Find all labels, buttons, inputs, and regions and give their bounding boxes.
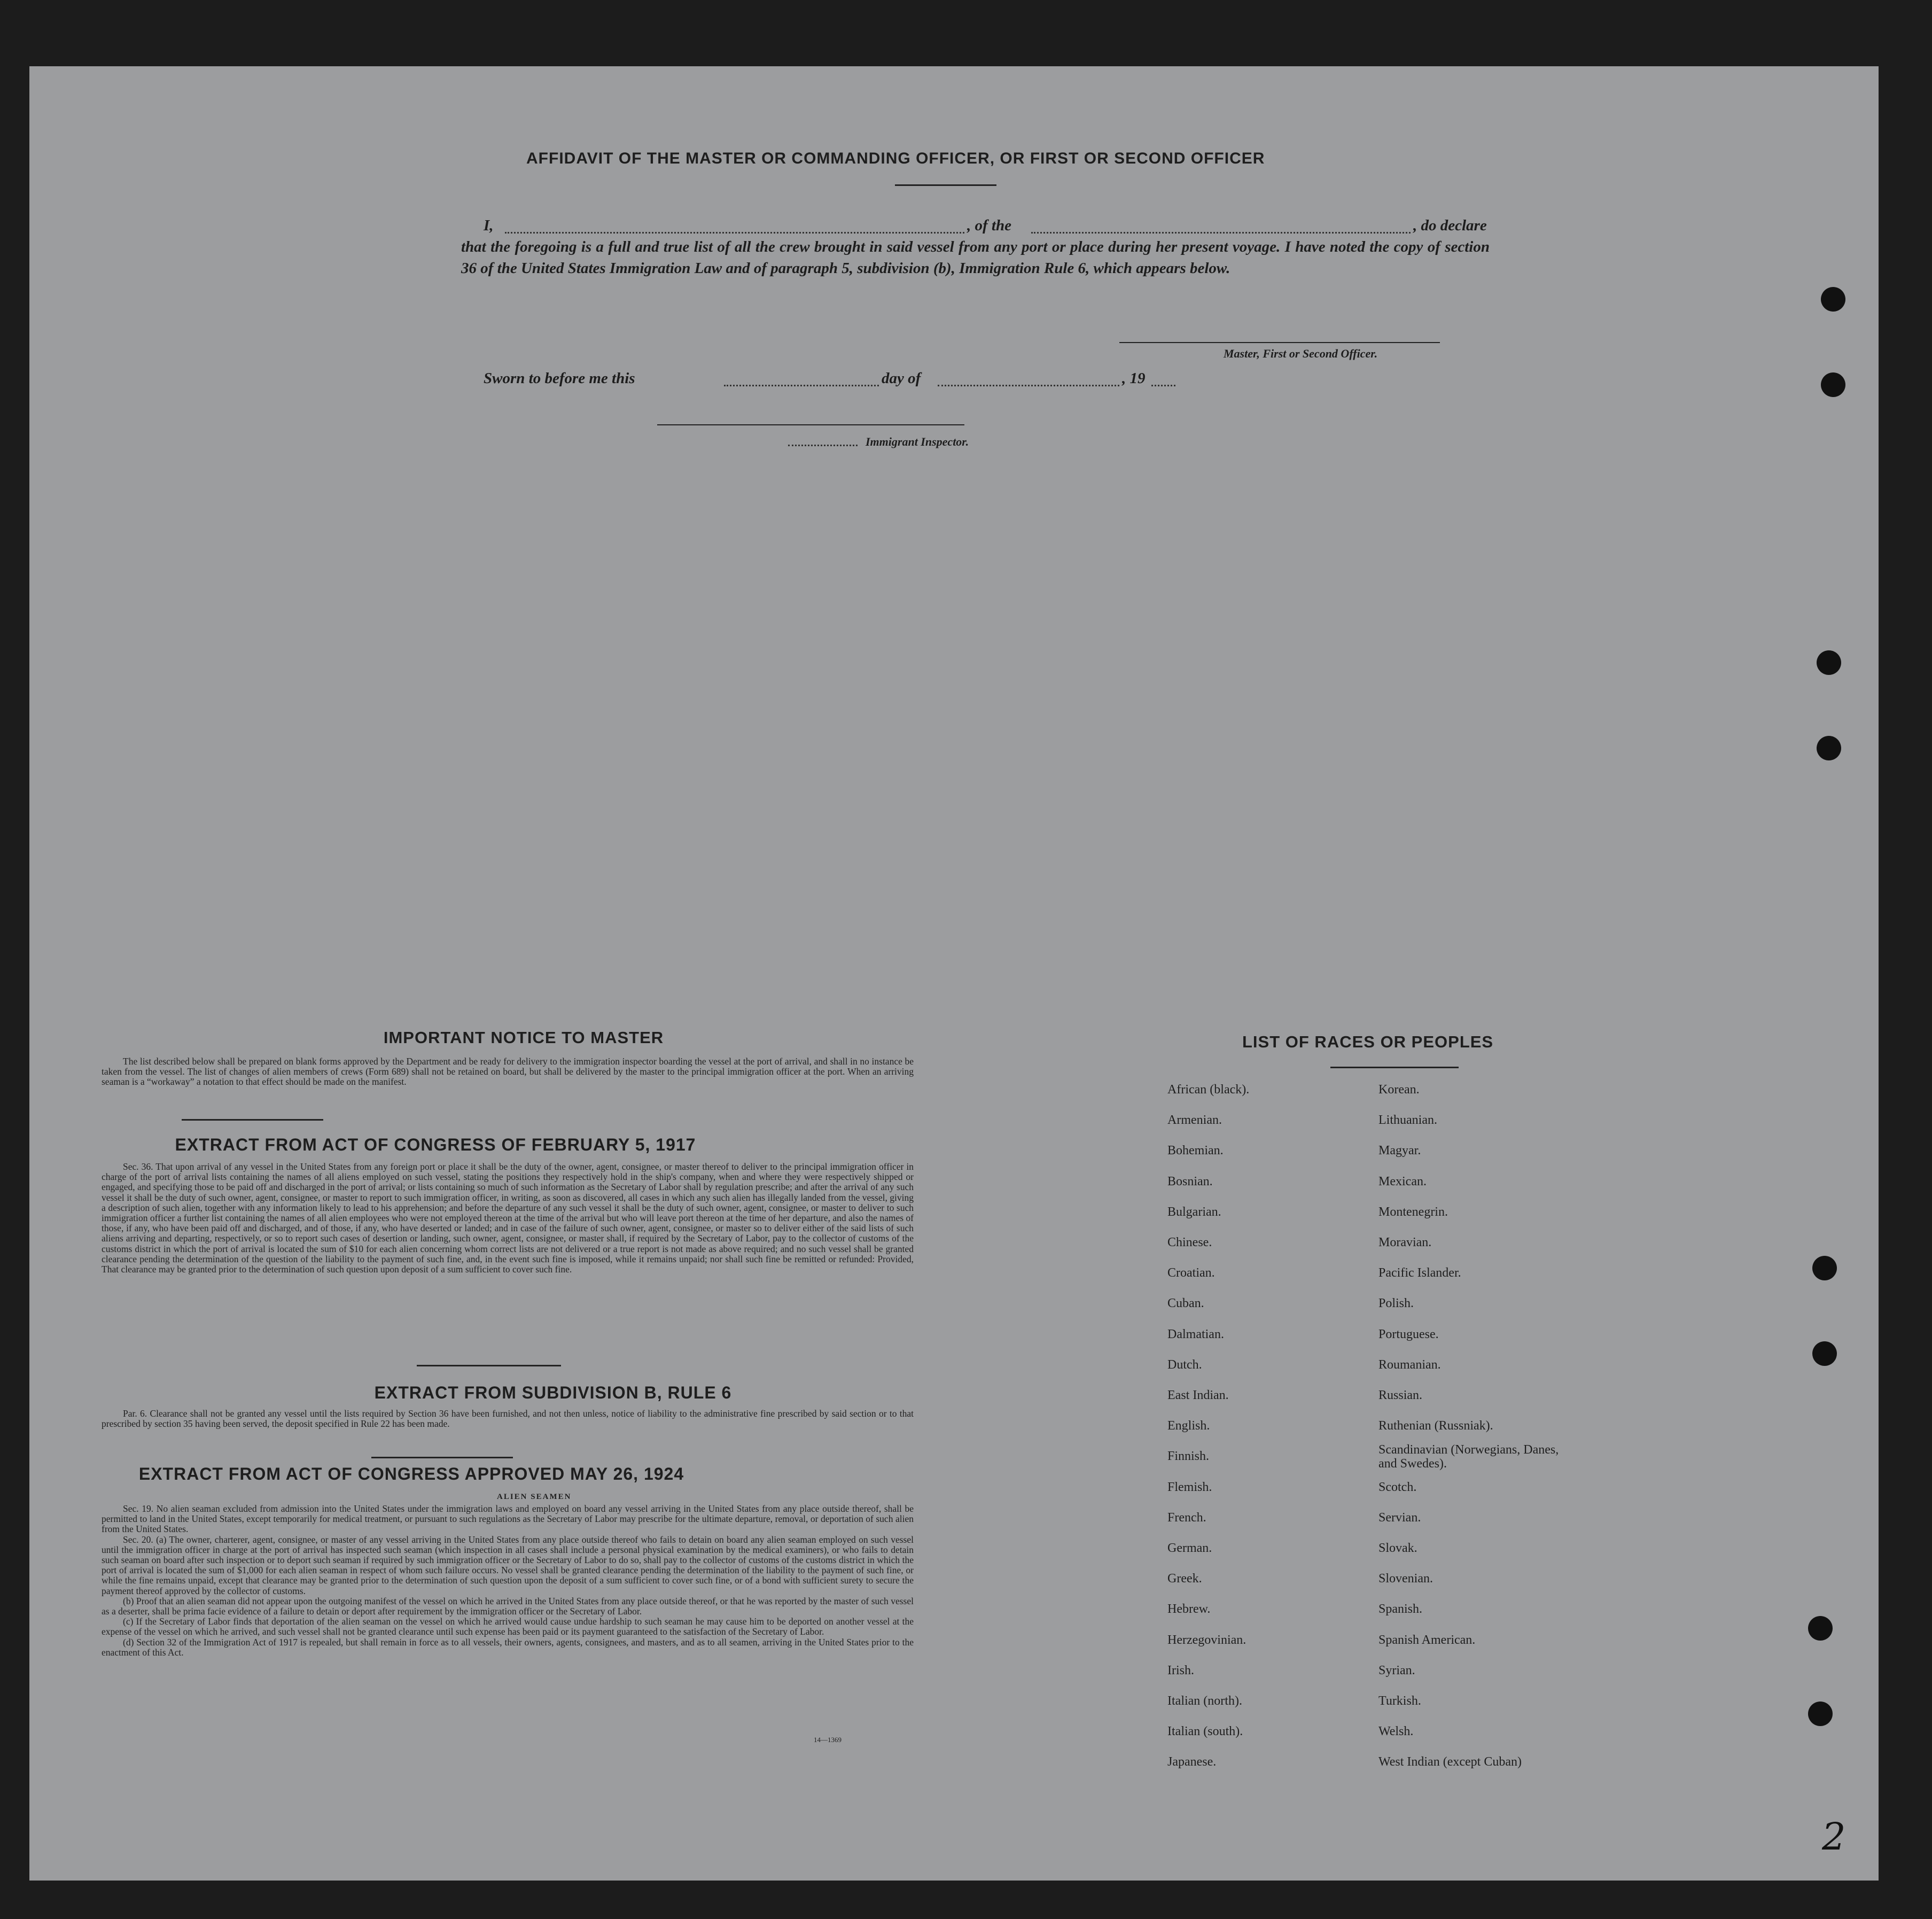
race-item: Cuban.	[1167, 1296, 1204, 1310]
race-item: Japanese.	[1167, 1755, 1217, 1769]
form-number: 14—1369	[814, 1736, 842, 1744]
i-label: I,	[484, 217, 494, 234]
race-item: Bohemian.	[1167, 1144, 1224, 1157]
punch-hole	[1808, 1702, 1833, 1726]
race-item: Chinese.	[1167, 1236, 1212, 1249]
notice-title: IMPORTANT NOTICE TO MASTER	[383, 1028, 664, 1047]
inspector-signature-line	[657, 424, 964, 425]
race-item: Dalmatian.	[1167, 1327, 1224, 1341]
race-item: Italian (south).	[1167, 1724, 1243, 1738]
race-item: German.	[1167, 1541, 1212, 1555]
notice-paragraph: The list described below shall be prepared on blank forms approved by the Department and be ready for delivery to the immigration inspector boarding the vessel at the port of arrival, and shall in no instance be taken from the vessel. The list of changes of alien members of crews (Form 689) shall not be retained on board, but shall be delivered by the master to the principal immigration officer at the port. When an arriving seaman is a “workaway” a notation to that effect should be made on the manifest.	[102, 1056, 914, 1087]
extract-rule6-title: EXTRACT FROM SUBDIVISION B, RULE 6	[374, 1383, 732, 1402]
sec-36-paragraph: Sec. 36. That upon arrival of any vessel in the United States from any foreign port or place it shall be the duty of the owner, agent, consignee, or master thereof to deliver to the principal immigration officer in charge of the port of arrival lists containing the names of all aliens employed on such vessel, stating the positions they respectively hold in the ship's company, when and where they were respectively shipped or engaged, and specifying those to be paid off and discharged in the port of arrival; or lists containing so much of such information as the Secretary of Labor shall by regulation prescribe; and after the arrival of any such vessel it shall be the duty of such owner, agent, consignee, or master to report to such immigration officer, in writing, as soon as discovered, all cases in which any such alien has illegally landed from the vessel, giving a description of such alien, together with any information likely to lead to his apprehension; and before the departure of any such vessel it shall be the duty of such owner, agent, consignee, or master to deliver to such immigration officer a further list containing the names of all alien employees who were not employed thereon at the time of the arrival but who will leave port thereon at the time of her departure, and also the names of those, if any, who have been paid off and discharged, and of those, if any, who have deserted or landed; and in case of the failure of such owner, agent, consignee, or master so to deliver either of the said lists of such aliens arriving and departing, respectively, or so to report such cases of desertion or landing, such owner, agent, consignee, or master shall, if required by the Secretary of Labor, pay to the collector of customs of the customs district in which the port of arrival is located the sum of $10 for each alien concerning whom correct lists are not delivered or a true report is not made as above required; and no such vessel shall be granted clearance pending the determination of the question of the liability to the payment of such fine, and, in the event such fine is imposed, while it remains unpaid; nor shall such fine be remitted or refunded: Provided, That clearance may be granted prior to the determination of such question upon deposit of a sum sufficient to cover such fine.	[102, 1161, 914, 1275]
races-column-1	[1167, 1083, 1370, 1852]
sworn-day-blank[interactable]	[724, 385, 879, 386]
race-item: Magyar.	[1378, 1144, 1421, 1157]
race-item: Bulgarian.	[1167, 1205, 1221, 1219]
punch-hole	[1812, 1341, 1837, 1366]
race-item: Turkish.	[1378, 1694, 1421, 1708]
race-item: West Indian (except Cuban)	[1378, 1755, 1522, 1769]
race-item: Bosnian.	[1167, 1175, 1213, 1188]
sworn-label: Sworn to before me this	[484, 370, 635, 387]
master-signature-label: Master, First or Second Officer.	[1224, 347, 1378, 360]
sworn-year-blank[interactable]	[1151, 385, 1175, 386]
race-item: French.	[1167, 1511, 1206, 1525]
punch-hole	[1812, 1256, 1837, 1280]
sec-20a-paragraph: Sec. 20. (a) The owner, charterer, agent, consignee, or master of any vessel arriving in the United States from any place outside thereof who fails to detain on board any alien seaman employed on such vessel until the immigration officer in charge at the port of arrival has inspected such seaman (which inspection in all cases shall include a personal physical examination by the medical examiners), or who fails to detain such seaman on board after such inspection or to deport such seaman if required by such immigration officer or the Secretary of Labor to do so, shall pay to the collector of customs of the customs district in which the port of arrival is located the sum of $1,000 for each alien seaman in respect of whom such failure occurs. No vessel shall be granted clearance pending the determination of the liability to the payment of such fine, or while the fine remains unpaid, except that clearance may be granted prior to the determination of such question upon the deposit of a sum sufficient to cover such fine, or of a bond with sufficient surety to secure the payment thereof approved by the collector of customs.	[102, 1534, 914, 1596]
race-item: Italian (north).	[1167, 1694, 1242, 1708]
race-item: Lithuanian.	[1378, 1113, 1437, 1127]
year-label: , 19	[1122, 370, 1146, 387]
affidavit-declaration-line	[451, 215, 1488, 236]
race-item: Portuguese.	[1378, 1327, 1439, 1341]
race-item: Ruthenian (Russniak).	[1378, 1419, 1493, 1433]
inspector-label: Immigrant Inspector.	[866, 435, 969, 448]
races-column-2	[1378, 1083, 1603, 1852]
races-title-underline	[1330, 1067, 1459, 1068]
race-item: Croatian.	[1167, 1266, 1215, 1280]
race-item: Korean.	[1378, 1083, 1420, 1097]
punch-hole	[1817, 736, 1841, 760]
affidavit-body: that the foregoing is a full and true list of all the crew brought in said vessel from any port or place during her present voyage. I have noted the copy of section 36 of the United States Immigration Law and of paragraph 5, subdivision (b), Immigration Rule 6, which appears below.	[461, 238, 1490, 277]
section-divider	[417, 1365, 561, 1366]
form-sheet	[29, 66, 1879, 1881]
extract-1917-text	[102, 1162, 914, 1275]
race-item: Flemish.	[1167, 1480, 1212, 1494]
races-title: LIST OF RACES OR PEOPLES	[1242, 1032, 1494, 1051]
race-item: Irish.	[1167, 1664, 1194, 1677]
notice-text	[102, 1056, 914, 1087]
sec-20b-paragraph: (b) Proof that an alien seaman did not appear upon the outgoing manifest of the vessel on which he arrived in the United States from any place outside thereof, or that he was reported by the master of such vessel as a deserter, shall be prima facie evidence of a failure to detain or deport after requirement by the immigration officer or the Secretary of Labor.	[102, 1595, 914, 1617]
extract-1917-title: EXTRACT FROM ACT OF CONGRESS OF FEBRUARY 5, 1917	[175, 1135, 696, 1154]
day-of-label: day of	[882, 370, 921, 387]
title-underline	[895, 184, 996, 186]
race-item: African (black).	[1167, 1083, 1250, 1097]
race-item: Dutch.	[1167, 1358, 1202, 1372]
race-item: Spanish American.	[1378, 1633, 1476, 1647]
race-item: Finnish.	[1167, 1449, 1210, 1463]
extract-1924-text	[102, 1504, 914, 1658]
race-item: Moravian.	[1378, 1236, 1432, 1249]
race-item: Mexican.	[1378, 1175, 1427, 1188]
race-item: East Indian.	[1167, 1388, 1229, 1402]
race-item: Greek.	[1167, 1572, 1202, 1586]
page-number: 2	[1822, 1815, 1846, 1859]
name-blank[interactable]	[505, 232, 964, 234]
race-item: Herzegovinian.	[1167, 1633, 1247, 1647]
race-item: Roumanian.	[1378, 1358, 1441, 1372]
section-divider	[371, 1457, 513, 1458]
affidavit-title: AFFIDAVIT OF THE MASTER OR COMMANDING OFFICER, OR FIRST OR SECOND OFFICER	[526, 150, 1265, 167]
of-the-label: , of the	[967, 217, 1011, 234]
sworn-line	[484, 368, 1232, 389]
race-item: Slovak.	[1378, 1541, 1417, 1555]
race-item: Servian.	[1378, 1511, 1421, 1525]
sec-19-paragraph: Sec. 19. No alien seaman excluded from admission into the United States under the immigration laws and employed on board any vessel arriving in the United States from any place outside thereof, shall be permitted to land in the United States, except temporarily for medical treatment, or pursuant to such regulations as the Secretary of Labor may prescribe for the ultimate departure, removal, or deportation of such alien from the United States.	[102, 1503, 914, 1535]
sec-20c-paragraph: (c) If the Secretary of Labor finds that deportation of the alien seaman on the vessel on which he arrived would cause undue hardship to such seaman he may cause him to be deported on another vessel at the expense of the vessel on which he arrived, and such vessel shall not be granted clearance until such expense has been paid or its payment guaranteed to the satisfaction of the Secretary of Labor.	[102, 1616, 914, 1637]
punch-hole	[1817, 650, 1841, 675]
inspector-dots	[788, 445, 858, 446]
race-item: Hebrew.	[1167, 1602, 1211, 1616]
race-item: Scotch.	[1378, 1480, 1417, 1494]
race-item: Russian.	[1378, 1388, 1423, 1402]
punch-hole	[1808, 1616, 1833, 1641]
race-item: Slovenian.	[1378, 1572, 1433, 1586]
race-item: Montenegrin.	[1378, 1205, 1448, 1219]
extract-rule6-text	[102, 1409, 914, 1429]
race-item: Syrian.	[1378, 1664, 1415, 1677]
extract-1924-title: EXTRACT FROM ACT OF CONGRESS APPROVED MAY 26, 1924	[138, 1464, 684, 1483]
sworn-month-blank[interactable]	[938, 385, 1119, 386]
race-item: Spanish.	[1378, 1602, 1423, 1616]
do-declare-label: , do declare	[1413, 217, 1487, 234]
race-item: Pacific Islander.	[1378, 1266, 1461, 1280]
race-item: Polish.	[1378, 1296, 1414, 1310]
race-item: Scandinavian (Norwegians, Danes, and Swedes).	[1378, 1443, 1559, 1471]
race-item: Welsh.	[1378, 1724, 1414, 1738]
punch-hole	[1821, 287, 1845, 312]
race-item: Armenian.	[1167, 1113, 1222, 1127]
master-signature-line	[1119, 342, 1440, 343]
sec-20d-paragraph: (d) Section 32 of the Immigration Act of 1917 is repealed, but shall remain in force as to all vessels, their owners, agents, consignees, and masters, and as to all seamen, arriving in the United States prior to the enactment of this Act.	[102, 1636, 914, 1658]
punch-hole	[1821, 372, 1845, 397]
vessel-blank[interactable]	[1031, 232, 1411, 234]
section-divider	[182, 1119, 323, 1121]
par-6-paragraph: Par. 6. Clearance shall not be granted any vessel until the lists required by Section 36 have been furnished, and not then unless, notice of liability to the administrative fine prescribed by said section or to that prescribed by section 35 having been served, the deposit specified in Rule 22 has been made.	[102, 1408, 914, 1429]
alien-seamen-subtitle: ALIEN SEAMEN	[497, 1493, 572, 1501]
race-item: English.	[1167, 1419, 1210, 1433]
